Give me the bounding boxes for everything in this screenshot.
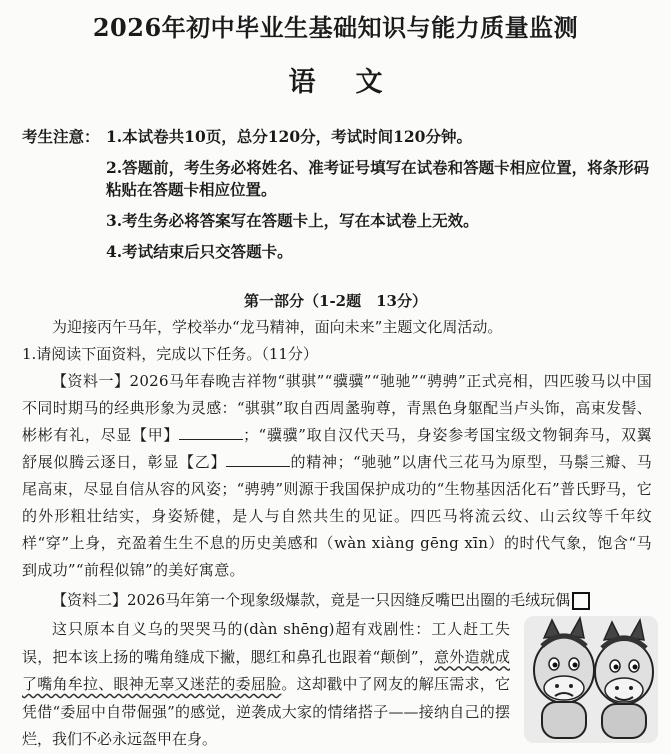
- activity-intro: 为迎接丙午马年，学校举办“龙马精神，面向未来”主题文化周活动。: [52, 318, 503, 336]
- left-horse-icon: [534, 618, 594, 738]
- notice-item-text: 3.考生务必将答案写在答题卡上，写在本试卷上无效。: [106, 211, 479, 230]
- answer-blank-jia[interactable]: [179, 425, 243, 440]
- part-one-header: 第一部分（1-2题 13分）: [244, 292, 427, 310]
- exam-title: 2026年初中毕业生基础知识与能力质量监测: [92, 13, 579, 42]
- question-1: 1.请阅读下面资料，完成以下任务。（11分）: [22, 345, 318, 363]
- plush-horse-drawing: [524, 616, 658, 743]
- material-two-text-b: 。这却戳中了网友的解压需求，它凭借“委屈中自带倔强”的感觉，逆袭成大家的情绪搭子——接纳自己的摆烂，我们不必永远盔甲在身。: [22, 675, 510, 748]
- right-horse-icon: [595, 620, 653, 738]
- material-two-text-a: 这只原本自义乌的哭哭马的(dàn shēng)超有戏剧性：工人赶工失误，把本该上扬的嘴角缝成下撇，腮红和鼻孔也跟着“颠倒”，: [22, 620, 510, 666]
- subject-title: 语文: [288, 67, 423, 98]
- exam-notice: [22, 126, 652, 272]
- plush-horse-illustration: [524, 616, 658, 743]
- wavy-underlined-sentence: 意外造就成了嘴角牟拉、眼神无辜又迷茫的委屈脸: [22, 647, 510, 693]
- material-two-body: [22, 616, 510, 754]
- notice-item-text: 1.本试卷共10页，总分120分，考试时间120分钟。: [106, 127, 472, 146]
- material-one-part1: 【资料一】2026马年春晚吉祥物“骐骐”“骥骥”“驰驰”“骋骋”正式亮相，四匹骏马以中国不同时期马的经典形象为灵感：“骐骐”取自西周盠驹尊，青黑色身躯配当卢头饰，高束发髻、彬彬有礼，尽显【甲】: [22, 372, 652, 444]
- notice-item-text: 4.考试结束后只交答题卡。: [106, 242, 293, 261]
- material-one-part2: ；“骥骥”取自汉代天马，身姿参考国宝级文物铜奔马，双翼舒展似腾云逐日，彰显【乙】: [22, 426, 652, 471]
- material-one: [22, 368, 652, 584]
- notice-item: [22, 241, 652, 263]
- notice-item: [22, 126, 652, 148]
- material-two-heading: [22, 587, 652, 614]
- answer-blank-yi[interactable]: [226, 452, 290, 467]
- material-two-title: 【资料二】2026马年第一个现象级爆款，竟是一只因缝反嘴巴出圈的毛绒玩偶: [52, 591, 571, 609]
- notice-item: [22, 157, 652, 201]
- material-one-part3: 的精神；“驰驰”以唐代三花马为原型，马鬃三瓣、马尾高束，尽显自信从容的风姿；“骋骋”则源于我国保护成功的“生物基因活化石”普氏野马，它的外形粗壮结实，身姿矫健，是人与自然共生的见证。四匹马将流云纹、山云纹等千年纹样“穿”上身，充盈着生生不息的历史美感和（wàn xiàng gēng xīn）的时代气象，饱含“马到成功”“前程似锦”的美好寓意。: [22, 453, 652, 579]
- notice-item: [22, 210, 652, 232]
- notice-label: 考生注意：: [22, 127, 100, 146]
- square-marker-icon: [572, 592, 590, 610]
- notice-item-text: 2.答题前，考生务必将姓名、准考证号填写在试卷和答题卡相应位置，将条形码粘贴在答题卡相应位置。: [106, 158, 650, 199]
